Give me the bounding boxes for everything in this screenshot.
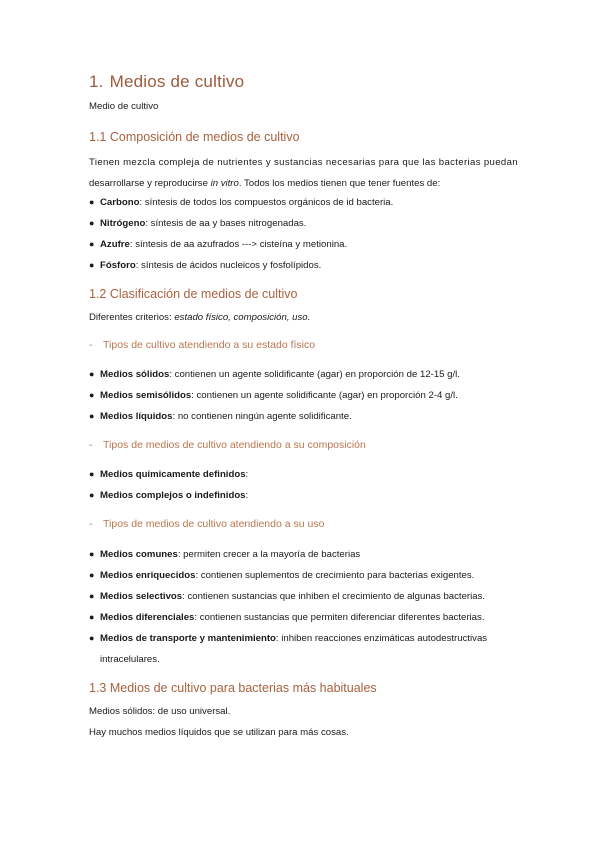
list-item-desc: : <box>245 490 249 501</box>
bullet-icon: ● <box>89 633 95 643</box>
paragraph: Hay muchos medios líquidos que se utilizan para más cosas. <box>89 727 349 738</box>
list-item-continuation: intracelulares. <box>100 654 160 665</box>
criteria-label: Diferentes criterios: <box>89 312 175 323</box>
list-item-desc: : <box>245 469 249 480</box>
bullet-icon: ● <box>89 490 95 500</box>
list-item-desc: : contienen sustancias que inhiben el crecimiento de algunas bacterias. <box>182 591 486 602</box>
list-item-desc: : síntesis de aa azufrados ---> cisteína y metionina. <box>129 239 348 250</box>
list-item-term: Medios diferenciales <box>100 612 195 623</box>
list-item-term: Medios enriquecidos <box>100 570 196 581</box>
section-heading-1-2: 1.2 Clasificación de medios de cultivo <box>89 287 298 301</box>
section-heading-1-3: 1.3 Medios de cultivo para bacterias más habituales <box>89 681 377 695</box>
intro-line-1: Tienen mezcla compleja de nutrientes y sustancias necesarias para que las bacterias puedan <box>89 157 518 168</box>
dash-marker: - <box>89 518 93 530</box>
dash-marker: - <box>89 339 93 351</box>
bullet-icon: ● <box>89 549 95 559</box>
list-item-term: Medios comunes <box>100 549 178 560</box>
list-item-desc: : contienen sustancias que permiten diferenciar diferentes bacterias. <box>194 612 485 623</box>
list-item-term: Medios semisólidos <box>100 390 192 401</box>
list-item-desc: : contienen suplementos de crecimiento para bacterias exigentes. <box>195 570 475 581</box>
bullet-icon: ● <box>89 612 95 622</box>
intro-line-2-a: desarrollarse y reproducirse <box>89 178 211 189</box>
subheading-composicion <box>89 439 366 451</box>
list-item-term: Azufre <box>100 239 130 250</box>
intro-line-2-c: . Todos los medios tienen que tener fuentes de: <box>238 178 441 189</box>
subheading-uso <box>89 518 324 530</box>
subheading-text: Tipos de cultivo atendiendo a su estado físico <box>103 339 316 351</box>
bullet-icon: ● <box>89 218 95 228</box>
list-item-desc: : síntesis de ácidos nucleicos y fosfolípidos. <box>135 260 322 271</box>
bullet-icon: ● <box>89 390 95 400</box>
list-item-term: Medios sólidos <box>100 369 170 380</box>
bullet-icon: ● <box>89 570 95 580</box>
bullet-icon: ● <box>89 591 95 601</box>
paragraph: Medios sólidos: de uso universal. <box>89 706 231 717</box>
list-item-desc: : contienen un agente solidificante (agar) en proporción de 12-15 g/l. <box>169 369 460 380</box>
bullet-icon: ● <box>89 469 95 479</box>
intro-line-2-italic: in vitro <box>210 178 239 189</box>
bullet-icon: ● <box>89 411 95 421</box>
title-number: 1. <box>89 72 104 91</box>
list-item-desc: : síntesis de todos los compuestos orgánicos de id bacteria. <box>139 197 394 208</box>
dash-marker: - <box>89 439 93 451</box>
title-text: Medios de cultivo <box>109 72 245 91</box>
list-item-term: Carbono <box>100 197 140 208</box>
criteria-list: estado físico, composición, uso. <box>174 312 311 323</box>
bullet-icon: ● <box>89 369 95 379</box>
bullet-icon: ● <box>89 197 95 207</box>
list-item-term: Medios de transporte y mantenimiento <box>100 633 276 644</box>
subheading-text: Tipos de medios de cultivo atendiendo a su composición <box>103 439 366 451</box>
list-item-desc: : inhiben reacciones enzimáticas autodestructivas <box>275 633 488 644</box>
list-item-desc: : permiten crecer a la mayoría de bacterias <box>177 549 361 560</box>
criteria-line <box>89 312 310 323</box>
list-item-term: Medios líquidos <box>100 411 173 422</box>
section-heading-1-1: 1.1 Composición de medios de cultivo <box>89 130 300 144</box>
list-item-desc: : síntesis de aa y bases nitrogenadas. <box>145 218 307 229</box>
bullet-icon: ● <box>89 260 95 270</box>
list-item-desc: : no contienen ningún agente solidificante. <box>172 411 352 422</box>
list-item-term: Medios complejos o indefinidos <box>100 490 246 501</box>
page-title <box>89 72 244 92</box>
list-item-term: Fósforo <box>100 260 136 271</box>
list-item-desc: : contienen un agente solidificante (agar) en proporción 2-4 g/l. <box>191 390 458 401</box>
subtitle: Medio de cultivo <box>89 101 159 112</box>
bullet-icon: ● <box>89 239 95 249</box>
list-item-term: Medios químicamente definidos <box>100 469 246 480</box>
list-item-term: Medios selectivos <box>100 591 183 602</box>
intro-line-2 <box>89 178 440 189</box>
list-item-term: Nitrógeno <box>100 218 146 229</box>
subheading-text: Tipos de medios de cultivo atendiendo a su uso <box>103 518 325 530</box>
subheading-estado-fisico <box>89 339 315 351</box>
